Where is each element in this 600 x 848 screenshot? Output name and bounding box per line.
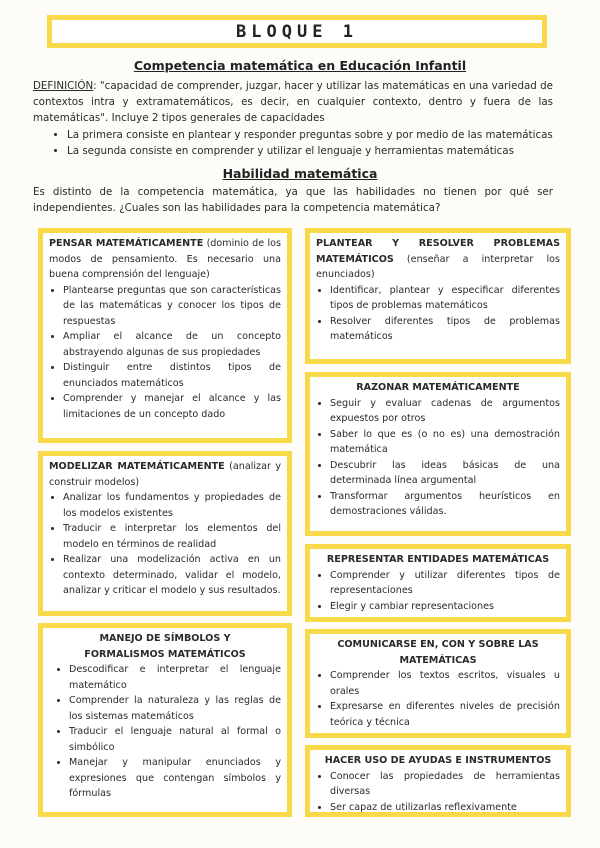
list-item: • Transformar argumentos heurísticos en demostraciones válidas.	[330, 489, 560, 520]
competencia-heading: Competencia matemática en Educación Infantil	[133, 58, 467, 73]
list-item: • Manejar y manipular enunciados y expresiones que contengan símbolos y fórmulas	[69, 755, 281, 802]
card-list	[316, 769, 560, 816]
card-simbolos	[38, 623, 292, 817]
card-list	[49, 283, 281, 423]
card-comunicarse	[305, 629, 571, 738]
card-list	[49, 490, 281, 599]
definition-label: DEFINICIÓN	[33, 80, 94, 92]
card-intro	[49, 459, 281, 490]
list-item: • Ampliar el alcance de un concepto abstrayendo algunas de sus propiedades	[63, 329, 281, 360]
list-item: • Traducir el lenguaje natural al formal o simbólico	[69, 724, 281, 755]
card-title: MODELIZAR MATEMÁTICAMENTE	[49, 461, 225, 472]
list-item: • La primera consiste en plantear y responder preguntas sobre y por medio de las matemáticas	[67, 127, 553, 143]
card-razonar	[305, 372, 571, 536]
card-title: PENSAR MATEMÁTICAMENTE	[49, 238, 204, 249]
list-item: • Comprender la naturaleza y las reglas de los sistemas matemáticos	[69, 693, 281, 724]
card-title: MANEJO DE SÍMBOLOS Y FORMALISMOS MATEMÁTICOS	[84, 633, 246, 660]
card-title: HACER USO DE AYUDAS E INSTRUMENTOS	[324, 755, 552, 766]
list-item: • Plantearse preguntas que son características de las matemáticas y conocer los tipos de respuestas	[63, 283, 281, 330]
list-item: • Seguir y evaluar cadenas de argumentos expuestos por otros	[330, 396, 560, 427]
card-list	[316, 396, 560, 520]
card-intro-text: (analizar y construir modelos)	[49, 461, 281, 488]
card-plantear	[305, 228, 571, 364]
card-list	[49, 662, 281, 802]
definition-paragraph	[33, 78, 553, 126]
title-box	[47, 15, 547, 48]
habilidad-heading: Habilidad matemática	[222, 166, 378, 181]
competencia-bullets	[33, 127, 553, 159]
list-item: • La segunda consiste en comprender y utilizar el lenguaje y herramientas matemáticas	[67, 143, 553, 159]
card-list	[316, 668, 560, 730]
card-title: RAZONAR MATEMÁTICAMENTE	[356, 382, 520, 393]
list-item: • Realizar una modelización activa en un contexto determinado, validar el modelo, analizar y criticar el modelo y sus resultados.	[63, 552, 281, 599]
card-intro	[49, 236, 281, 283]
card-modelizar	[38, 451, 292, 616]
card-representar	[305, 544, 571, 622]
definition-text: : "capacidad de comprender, juzgar, hacer y utilizar las matemáticas en una variedad de contextos intra y extramatemáticos, es decir, en cualquier contexto, dentro y fuera de las matemáticas". Incluye 2 tipos generales de capacidades	[33, 80, 553, 124]
list-item: • Comprender los textos escritos, visuales u orales	[330, 668, 560, 699]
list-item: • Conocer las propiedades de herramientas diversas	[330, 769, 560, 800]
card-pensar	[38, 228, 292, 443]
card-ayudas	[305, 745, 571, 817]
card-intro-text: (dominio de los modos de pensamiento. Es necesario una buena comprensión del lenguaje)	[49, 238, 281, 280]
page-title: BLOQUE 1	[236, 21, 358, 42]
list-item: • Expresarse en diferentes niveles de precisión teórica y técnica	[330, 699, 560, 730]
list-item: • Resolver diferentes tipos de problemas matemáticos	[330, 314, 560, 345]
card-title: REPRESENTAR ENTIDADES MATEMÁTICAS	[326, 554, 550, 565]
list-item: • Elegir y cambiar representaciones	[330, 599, 560, 615]
card-title: PLANTEAR Y RESOLVER PROBLEMAS MATEMÁTICOS	[316, 238, 560, 265]
list-item: • Distinguir entre distintos tipos de enunciados matemáticos	[63, 360, 281, 391]
list-item: • Analizar los fundamentos y propiedades de los modelos existentes	[63, 490, 281, 521]
card-title: COMUNICARSE EN, CON Y SOBRE LAS MATEMÁTICAS	[337, 639, 539, 666]
list-item: • Identificar, plantear y especificar diferentes tipos de problemas matemáticos	[330, 283, 560, 314]
card-list	[316, 283, 560, 345]
list-item: • Ser capaz de utilizarlas reflexivamente	[330, 800, 560, 816]
card-intro	[316, 236, 560, 283]
list-item: • Traducir e interpretar los elementos del modelo en términos de realidad	[63, 521, 281, 552]
list-item: • Saber lo que es (o no es) una demostración matemática	[330, 427, 560, 458]
list-item: • Comprender y utilizar diferentes tipos de representaciones	[330, 568, 560, 599]
card-intro-text: (enseñar a interpretar los enunciados)	[316, 253, 560, 280]
list-item: • Comprender y manejar el alcance y las limitaciones de un concepto dado	[63, 391, 281, 422]
card-list	[316, 568, 560, 615]
habilidad-paragraph: Es distinto de la competencia matemática, ya que las habilidades no tienen por qué ser independientes. ¿Cuales son las habilidades para la competencia matemática?	[33, 186, 553, 214]
list-item: • Descodificar e interpretar el lenguaje matemático	[69, 662, 281, 693]
list-item: • Descubrir las ideas básicas de una determinada línea argumental	[330, 458, 560, 489]
